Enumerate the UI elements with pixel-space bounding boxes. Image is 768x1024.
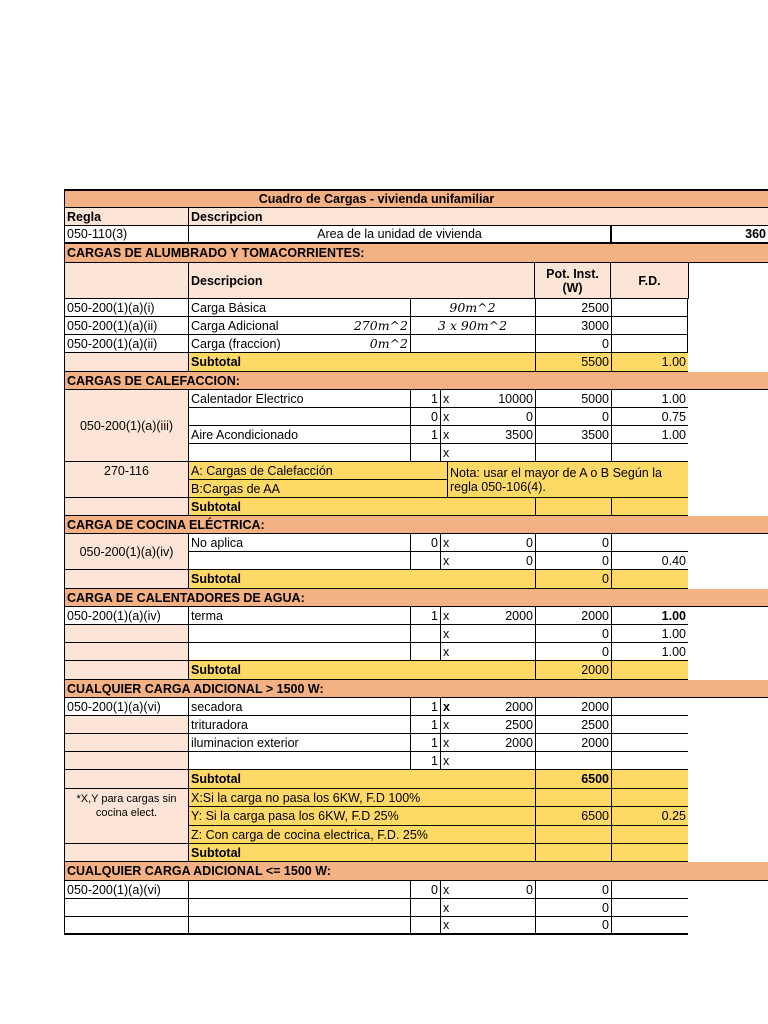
- adicional2-total: 0: [535, 917, 611, 935]
- alumbrado-header-desc: Descripcion: [189, 263, 535, 299]
- agua-row: [64, 625, 768, 643]
- adicional2-qty: [410, 899, 440, 917]
- adicional-qty: 1: [410, 752, 440, 770]
- agua-qty: [410, 643, 440, 661]
- agua-total: 0: [535, 625, 611, 643]
- adicional2-row: [64, 881, 768, 899]
- agua-x: x: [440, 625, 454, 643]
- calefaccion-rule: 050-200(1)(a)(iii): [64, 390, 189, 462]
- adicional2-x: x: [440, 899, 454, 917]
- calefaccion-desc: [189, 408, 440, 426]
- adicional-row: [64, 734, 768, 752]
- adicional2-watts: [454, 899, 535, 917]
- calefaccion-desc: Aire Acondicionado: [189, 426, 440, 444]
- calefaccion-qty: 1: [410, 390, 440, 408]
- adicional-subtotal2-row: [64, 844, 768, 862]
- section-adicional2-title: CUALQUIER CARGA ADICIONAL <= 1500 W:: [64, 862, 768, 881]
- alumbrado-fd: [611, 335, 688, 353]
- section-adicional-title: CUALQUIER CARGA ADICIONAL > 1500 W:: [64, 680, 768, 698]
- adicional-z-fd: [611, 826, 688, 844]
- adicional-x: x: [440, 716, 454, 734]
- cocina-row: [64, 552, 768, 570]
- cocina-fd: 0.40: [611, 552, 688, 570]
- adicional2-fd: [611, 899, 688, 917]
- calefaccion-total: [535, 444, 611, 462]
- cocina-x: x: [440, 534, 454, 552]
- alumbrado-area-m1: 0m^2: [369, 336, 408, 351]
- calefaccion-note: Nota: usar el mayor de A o B Según la regla 050-106(4).: [447, 462, 688, 498]
- alumbrado-subtotal-value: 5500: [535, 353, 611, 372]
- alumbrado-header-fd: F.D.: [611, 263, 688, 299]
- agua-desc: [189, 643, 410, 661]
- adicional-desc: trituradora: [189, 716, 410, 734]
- adicional-fd: [611, 734, 688, 752]
- agua-subtotal-row: [64, 661, 768, 680]
- adicional-x-fd: [611, 789, 688, 807]
- adicional-desc: iluminacion exterior: [189, 734, 410, 752]
- alumbrado-rule: 050-200(1)(a)(ii): [64, 317, 189, 335]
- adicional-fd: [611, 716, 688, 734]
- alumbrado-rule: 050-200(1)(a)(i): [64, 299, 189, 317]
- agua-x: x: [440, 607, 454, 625]
- calefaccion-watts: [454, 444, 535, 462]
- alumbrado-fd: [611, 299, 688, 317]
- section-calefaccion-title: CARGAS DE CALEFACCION:: [64, 372, 768, 390]
- adicional-desc: secadora: [189, 698, 410, 716]
- section-agua-title: CARGA DE CALENTADORES DE AGUA:: [64, 589, 768, 607]
- adicional-desc: [189, 752, 410, 770]
- cocina-total: 0: [535, 552, 611, 570]
- calefaccion-subtotal-row: [64, 498, 768, 516]
- cocina-qty: [410, 552, 440, 570]
- agua-fd: 1.00: [611, 643, 688, 661]
- calefaccion-watts: 3500: [454, 426, 535, 444]
- agua-qty: 1: [410, 607, 440, 625]
- header-regla: Regla: [64, 208, 189, 226]
- calefaccion-b-label: B:Cargas de AA: [189, 480, 447, 498]
- adicional2-rule: 050-200(1)(a)(vi): [64, 881, 189, 899]
- agua-subtotal-value: 2000: [535, 661, 611, 680]
- cocina-block: [64, 534, 768, 570]
- agua-total: 2000: [535, 607, 611, 625]
- alumbrado-desc: Carga Adicional: [189, 317, 410, 335]
- alumbrado-area-m2: 3 x 90m^2: [437, 318, 508, 333]
- agua-total: 0: [535, 643, 611, 661]
- adicional-watts: 2000: [454, 734, 535, 752]
- cocina-rule: 050-200(1)(a)(iv): [64, 534, 189, 570]
- alumbrado-row: [64, 317, 768, 335]
- cocina-rows: [64, 534, 768, 570]
- area-rule: 050-110(3): [64, 226, 189, 244]
- calefaccion-subtotal-rule: [64, 498, 189, 516]
- calefaccion-x: x: [440, 426, 454, 444]
- agua-watts: [454, 643, 535, 661]
- cocina-fd: [611, 534, 688, 552]
- adicional-z-value: [535, 826, 611, 844]
- adicional-x: x: [440, 752, 454, 770]
- section-alumbrado: [64, 244, 768, 263]
- adicional-subtotal2-value: [535, 844, 611, 862]
- adicional-row: [64, 752, 768, 770]
- alumbrado-desc: Carga (fraccion): [189, 335, 410, 353]
- calefaccion-subtotal-label: Subtotal: [189, 498, 535, 516]
- adicional-row: [64, 716, 768, 734]
- calefaccion-rows: [64, 390, 768, 462]
- agua-watts: 2000: [454, 607, 535, 625]
- calefaccion-subtotal-fd: [611, 498, 688, 516]
- section-adicional: [64, 680, 768, 698]
- agua-rows: [64, 607, 768, 661]
- agua-watts: [454, 625, 535, 643]
- cocina-subtotal-value: 0: [535, 570, 611, 589]
- adicional-rule: [64, 734, 189, 752]
- adicional-total: 2000: [535, 734, 611, 752]
- calefaccion-qty: 1: [410, 426, 440, 444]
- adicional-xyz-block: [64, 789, 768, 844]
- adicional-row: [64, 698, 768, 716]
- adicional-watts: [454, 752, 535, 770]
- agua-rule: [64, 625, 189, 643]
- adicional2-x: x: [440, 881, 454, 899]
- calefaccion-x: x: [440, 408, 454, 426]
- adicional-rule: 050-200(1)(a)(vi): [64, 698, 189, 716]
- title-fill: [688, 189, 768, 208]
- section-cocina: [64, 516, 768, 534]
- adicional-total: 2000: [535, 698, 611, 716]
- calefaccion-total: 3500: [535, 426, 611, 444]
- calefaccion-fd: 1.00: [611, 390, 688, 408]
- alumbrado-value: 0: [535, 335, 611, 353]
- cocina-subtotal-rule: [64, 570, 189, 589]
- adicional-fd: [611, 698, 688, 716]
- adicional-x: x: [440, 734, 454, 752]
- adicional-subtotal-rule: [64, 770, 189, 789]
- adicional2-x: x: [440, 917, 454, 935]
- alumbrado-value: 3000: [535, 317, 611, 335]
- calefaccion-rule2: 270-116: [64, 462, 189, 498]
- adicional2-qty: 0: [410, 881, 440, 899]
- cocina-subtotal-fd: [611, 570, 688, 589]
- cocina-subtotal-label: Subtotal: [189, 570, 535, 589]
- agua-row: [64, 643, 768, 661]
- calefaccion-subtotal-value: [535, 498, 611, 516]
- adicional2-qty: [410, 917, 440, 935]
- alumbrado-fd: [611, 317, 688, 335]
- calefaccion-desc: [189, 444, 440, 462]
- calefaccion-a-label: A: Cargas de Calefacción: [189, 462, 447, 480]
- adicional-qty: 1: [410, 734, 440, 752]
- section-calefaccion: [64, 372, 768, 390]
- agua-row: [64, 607, 768, 625]
- adicional-xy-note: *X,Y para cargas sin cocina elect.: [64, 789, 189, 844]
- calefaccion-fd: 1.00: [611, 426, 688, 444]
- calefaccion-desc: Calentador Electrico: [189, 390, 440, 408]
- adicional-y-fd: 0.25: [611, 807, 688, 826]
- area-row: [64, 226, 768, 244]
- calefaccion-qty: [410, 444, 440, 462]
- adicional2-fd: [611, 881, 688, 899]
- adicional2-row: [64, 917, 768, 935]
- adicional-subtotal2-fd: [611, 844, 688, 862]
- calefaccion-x: x: [440, 390, 454, 408]
- adicional-subtotal-fd: [611, 770, 688, 789]
- alumbrado-subtotal-fd: 1.00: [611, 353, 688, 372]
- adicional-x: x: [440, 698, 454, 716]
- adicional-fd: [611, 752, 688, 770]
- agua-fd: 1.00: [611, 607, 688, 625]
- adicional2-row: [64, 899, 768, 917]
- adicional-qty: 1: [410, 716, 440, 734]
- agua-subtotal-rule: [64, 661, 189, 680]
- adicional-rule: [64, 752, 189, 770]
- agua-desc: terma: [189, 607, 410, 625]
- adicional-y-label: Y: Si la carga pasa los 6KW, F.D 25%: [189, 807, 535, 826]
- adicional2-fd: [611, 917, 688, 935]
- cocina-qty: 0: [410, 534, 440, 552]
- agua-x: x: [440, 643, 454, 661]
- adicional-subtotal2-label: Subtotal: [189, 844, 535, 862]
- cocina-subtotal-row: [64, 570, 768, 589]
- calefaccion-row: [64, 390, 768, 408]
- header-row: [64, 208, 768, 226]
- alumbrado-rule: 050-200(1)(a)(ii): [64, 335, 189, 353]
- calefaccion-fd: [611, 444, 688, 462]
- alumbrado-desc: Carga Básica: [189, 299, 410, 317]
- alumbrado-subtotal-rule: [64, 353, 189, 372]
- adicional-qty: 1: [410, 698, 440, 716]
- adicional-total: [535, 752, 611, 770]
- cocina-total: 0: [535, 534, 611, 552]
- adicional-rows: [64, 698, 768, 770]
- agua-qty: [410, 625, 440, 643]
- adicional2-desc: [189, 881, 410, 899]
- adicional2-total: 0: [535, 899, 611, 917]
- adicional2-desc: [189, 917, 410, 935]
- adicional-subtotal-row: [64, 770, 768, 789]
- agua-rule: [64, 643, 189, 661]
- table-title: Cuadro de Cargas - vivienda unifamiliar: [64, 189, 688, 208]
- adicional2-rows: [64, 881, 768, 935]
- header-descripcion: Descripcion: [189, 208, 768, 226]
- adicional-watts: 2000: [454, 698, 535, 716]
- alumbrado-subtotal-label: Subtotal: [189, 353, 535, 372]
- cocina-watts: 0: [454, 534, 535, 552]
- adicional-subtotal2-rule: [64, 844, 189, 862]
- alumbrado-row: [64, 299, 768, 317]
- alumbrado-header-pot: Pot. Inst. (W): [535, 263, 611, 299]
- adicional2-total: 0: [535, 881, 611, 899]
- adicional-watts: 2500: [454, 716, 535, 734]
- alumbrado-header-fill: [688, 263, 768, 299]
- calefaccion-watts: 10000: [454, 390, 535, 408]
- title-row: [64, 189, 768, 208]
- adicional-subtotal-label: Subtotal: [189, 770, 535, 789]
- agua-fd: 1.00: [611, 625, 688, 643]
- section-alumbrado-title: CARGAS DE ALUMBRADO Y TOMACORRIENTES:: [64, 244, 768, 263]
- calefaccion-x: x: [440, 444, 454, 462]
- calefaccion-row: [64, 426, 768, 444]
- adicional2-desc: [189, 899, 410, 917]
- area-value: 360: [611, 226, 768, 244]
- adicional-rule: [64, 716, 189, 734]
- cocina-desc: No aplica: [189, 534, 410, 552]
- agua-subtotal-fd: [611, 661, 688, 680]
- alumbrado-rows: [64, 299, 768, 353]
- adicional-subtotal-value: 6500: [535, 770, 611, 789]
- calefaccion-qty: 0: [410, 408, 440, 426]
- section-cocina-title: CARGA DE COCINA ELÉCTRICA:: [64, 516, 768, 534]
- adicional-total: 2500: [535, 716, 611, 734]
- calefaccion-total: 0: [535, 408, 611, 426]
- cocina-x: x: [440, 552, 454, 570]
- agua-subtotal-label: Subtotal: [189, 661, 535, 680]
- adicional-y-value: 6500: [535, 807, 611, 826]
- alumbrado-value: 2500: [535, 299, 611, 317]
- adicional2-rule: [64, 899, 189, 917]
- calefaccion-row: [64, 408, 768, 426]
- alumbrado-area-m2: 90m^2: [449, 300, 496, 315]
- adicional-z-label: Z: Con carga de cocina electrica, F.D. 25%: [189, 826, 535, 844]
- alumbrado-row: [64, 335, 768, 353]
- calefaccion-fd: 0.75: [611, 408, 688, 426]
- calefaccion-row: [64, 444, 768, 462]
- calefaccion-watts: 0: [454, 408, 535, 426]
- calefaccion-total: 5000: [535, 390, 611, 408]
- adicional2-watts: [454, 917, 535, 935]
- alumbrado-header: [64, 263, 768, 299]
- cocina-row: [64, 534, 768, 552]
- alumbrado-subtotal-row: [64, 353, 768, 372]
- area-label: Area de la unidad de vivienda: [189, 226, 611, 244]
- alumbrado-area-m1: 270m^2: [353, 318, 408, 333]
- alumbrado-header-rule: [64, 263, 189, 299]
- adicional2-watts: 0: [454, 881, 535, 899]
- section-agua: [64, 589, 768, 607]
- alumbrado-area-m1: [324, 299, 410, 317]
- adicional2-rule: [64, 917, 189, 935]
- agua-desc: [189, 625, 410, 643]
- section-adicional2: [64, 862, 768, 881]
- calefaccion-ab-block: [64, 462, 768, 498]
- calefaccion-block: [64, 390, 768, 462]
- cocina-desc: [189, 552, 410, 570]
- cocina-watts: 0: [454, 552, 535, 570]
- load-table: [64, 189, 768, 935]
- adicional-x-value: [535, 789, 611, 807]
- adicional-x-label: X:Si la carga no pasa los 6KW, F.D 100%: [189, 789, 535, 807]
- agua-rule: 050-200(1)(a)(iv): [64, 607, 189, 625]
- alumbrado-area-m2: [410, 335, 535, 353]
